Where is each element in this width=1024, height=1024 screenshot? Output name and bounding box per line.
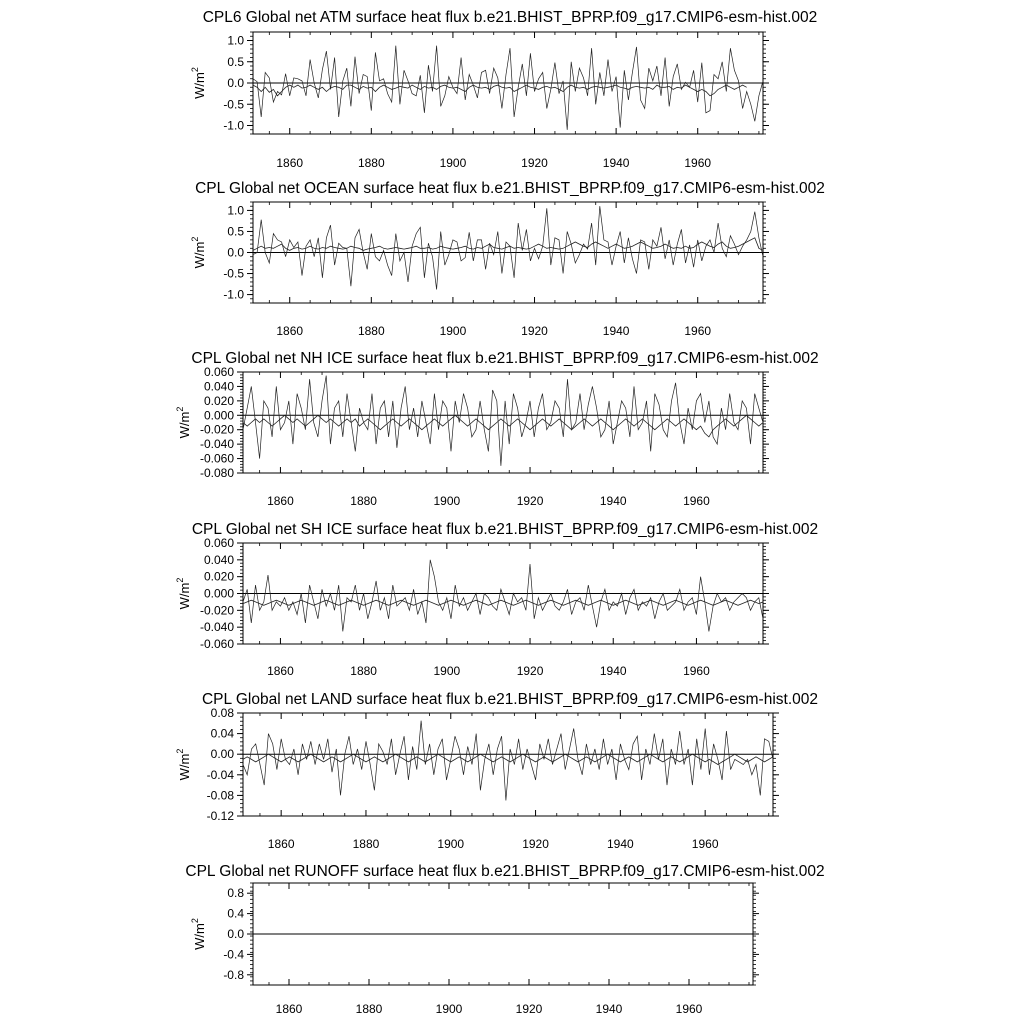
y-axis-label-superscript: 2 xyxy=(190,67,200,73)
series-line xyxy=(243,600,763,605)
y-tick-label: 0.0 xyxy=(227,927,244,941)
y-tick-label: -0.12 xyxy=(206,809,234,823)
y-tick-label: 0.040 xyxy=(203,552,234,567)
x-tick-label: 1880 xyxy=(352,837,380,851)
y-tick-label: 0.0 xyxy=(227,76,244,90)
chart-panel xyxy=(175,691,818,851)
y-tick-label: 0.0 xyxy=(227,245,244,260)
x-tick-label: 1940 xyxy=(595,1002,623,1016)
x-tick-label: 1880 xyxy=(357,156,385,170)
y-tick-label: 0.08 xyxy=(210,706,234,720)
y-tick-label: 0.060 xyxy=(203,536,234,550)
y-tick-label: 0.8 xyxy=(227,886,244,901)
x-tick-label: 1920 xyxy=(515,1002,543,1016)
y-tick-label: -0.060 xyxy=(199,451,234,466)
y-axis-label-unit: W/m xyxy=(192,241,207,269)
x-tick-label: 1860 xyxy=(267,837,295,851)
chart-panel xyxy=(175,521,818,678)
y-axis-label xyxy=(190,67,207,99)
chart-panel xyxy=(190,9,817,170)
x-tick-label: 1900 xyxy=(435,1002,463,1016)
chart-title: CPL Global net SH ICE surface heat flux b.e21.BHIST_BPRP.f09_g17.CMIP6-esm-hist.002 xyxy=(191,521,819,538)
x-tick-label: 1920 xyxy=(522,837,549,851)
chart-title: CPL Global net LAND surface heat flux b.e21.BHIST_BPRP.f09_g17.CMIP6-esm-hist.002 xyxy=(201,691,819,708)
x-tick-label: 1960 xyxy=(684,156,712,170)
y-tick-label: 0.000 xyxy=(203,586,234,601)
y-tick-label: 0.020 xyxy=(203,393,234,408)
plot-frame xyxy=(243,713,773,816)
y-tick-label: 0.5 xyxy=(227,224,244,239)
y-tick-label: 0.040 xyxy=(203,379,234,394)
y-axis-label-superscript: 2 xyxy=(175,406,185,412)
y-axis-label-unit: W/m xyxy=(192,923,207,950)
y-axis-label xyxy=(190,918,207,950)
y-tick-label: -0.020 xyxy=(199,603,234,618)
x-tick-label: 1940 xyxy=(607,837,634,851)
y-tick-label: -0.060 xyxy=(199,637,234,651)
x-tick-label: 1860 xyxy=(276,324,304,338)
y-axis-label xyxy=(175,749,192,781)
x-tick-label: 1920 xyxy=(516,494,544,508)
y-tick-label: 0.000 xyxy=(203,408,234,423)
y-axis-label-superscript: 2 xyxy=(175,748,185,754)
x-tick-label: 1920 xyxy=(516,664,544,678)
y-axis-label-superscript: 2 xyxy=(190,918,200,924)
chart-title: CPL Global net RUNOFF surface heat flux b.e21.BHIST_BPRP.f09_g17.CMIP6-esm-hist.002 xyxy=(185,863,825,880)
series-line xyxy=(253,206,763,289)
chart-panel xyxy=(190,180,825,338)
y-axis-label xyxy=(175,407,192,439)
y-tick-label: -0.8 xyxy=(223,967,244,982)
x-tick-label: 1880 xyxy=(350,494,377,508)
x-tick-label: 1940 xyxy=(599,494,627,508)
y-axis-label xyxy=(190,237,207,269)
chart-title: CPL Global net OCEAN surface heat flux b.e21.BHIST_BPRP.f09_g17.CMIP6-esm-hist.002 xyxy=(195,180,825,197)
x-tick-label: 1880 xyxy=(357,324,385,338)
x-tick-label: 1880 xyxy=(350,664,377,678)
y-axis-label-superscript: 2 xyxy=(190,236,200,242)
y-tick-label: 1.0 xyxy=(227,203,244,218)
x-tick-label: 1960 xyxy=(683,494,710,508)
x-tick-label: 1860 xyxy=(276,156,304,170)
x-tick-label: 1920 xyxy=(521,324,548,338)
plot-frame xyxy=(243,372,763,473)
y-tick-label: -0.5 xyxy=(223,266,244,281)
y-tick-label: -0.4 xyxy=(223,947,244,962)
x-tick-label: 1960 xyxy=(675,1002,703,1016)
y-axis-label xyxy=(175,578,192,610)
y-tick-label: -0.040 xyxy=(199,437,234,452)
x-tick-label: 1960 xyxy=(683,664,710,678)
chart-title: CPL6 Global net ATM surface heat flux b.e21.BHIST_BPRP.f09_g17.CMIP6-esm-hist.002 xyxy=(202,9,818,26)
x-tick-label: 1960 xyxy=(691,837,719,851)
x-tick-label: 1900 xyxy=(433,494,461,508)
y-tick-label: -0.020 xyxy=(199,422,234,437)
series-line xyxy=(243,560,763,632)
y-axis-label-unit: W/m xyxy=(177,582,192,610)
x-tick-label: 1900 xyxy=(437,837,465,851)
x-tick-label: 1900 xyxy=(439,156,467,170)
y-axis-label-superscript: 2 xyxy=(175,577,185,583)
y-tick-label: 0.00 xyxy=(210,747,234,762)
x-tick-label: 1860 xyxy=(267,494,294,508)
y-tick-label: 0.020 xyxy=(203,569,234,584)
y-tick-label: -0.080 xyxy=(199,466,234,480)
x-tick-label: 1860 xyxy=(275,1002,303,1016)
chart-title: CPL Global net NH ICE surface heat flux b.e21.BHIST_BPRP.f09_g17.CMIP6-esm-hist.002 xyxy=(191,350,819,367)
y-tick-label: -1.0 xyxy=(223,287,244,302)
y-tick-label: 0.060 xyxy=(203,365,234,379)
y-tick-label: 0.04 xyxy=(210,726,234,741)
y-axis-label-unit: W/m xyxy=(177,411,192,439)
y-tick-label: 0.5 xyxy=(227,54,244,69)
x-tick-label: 1960 xyxy=(684,324,712,338)
y-tick-label: -0.040 xyxy=(199,620,234,635)
y-tick-label: -0.5 xyxy=(223,97,244,112)
x-tick-label: 1940 xyxy=(599,664,627,678)
x-tick-label: 1880 xyxy=(355,1002,383,1016)
x-tick-label: 1920 xyxy=(521,156,548,170)
x-tick-label: 1900 xyxy=(439,324,467,338)
chart-panel xyxy=(175,350,819,508)
y-tick-label: 0.4 xyxy=(227,906,244,921)
y-tick-label: -1.0 xyxy=(223,118,244,133)
y-tick-label: 1.0 xyxy=(227,33,244,48)
x-tick-label: 1940 xyxy=(602,156,630,170)
x-tick-label: 1860 xyxy=(267,664,294,678)
chart-panel xyxy=(185,863,824,1016)
y-tick-label: -0.04 xyxy=(206,767,234,782)
x-tick-label: 1940 xyxy=(602,324,630,338)
y-axis-label-unit: W/m xyxy=(192,72,207,99)
y-axis-label-unit: W/m xyxy=(177,753,192,781)
x-tick-label: 1900 xyxy=(433,664,461,678)
y-tick-label: -0.08 xyxy=(206,788,234,803)
